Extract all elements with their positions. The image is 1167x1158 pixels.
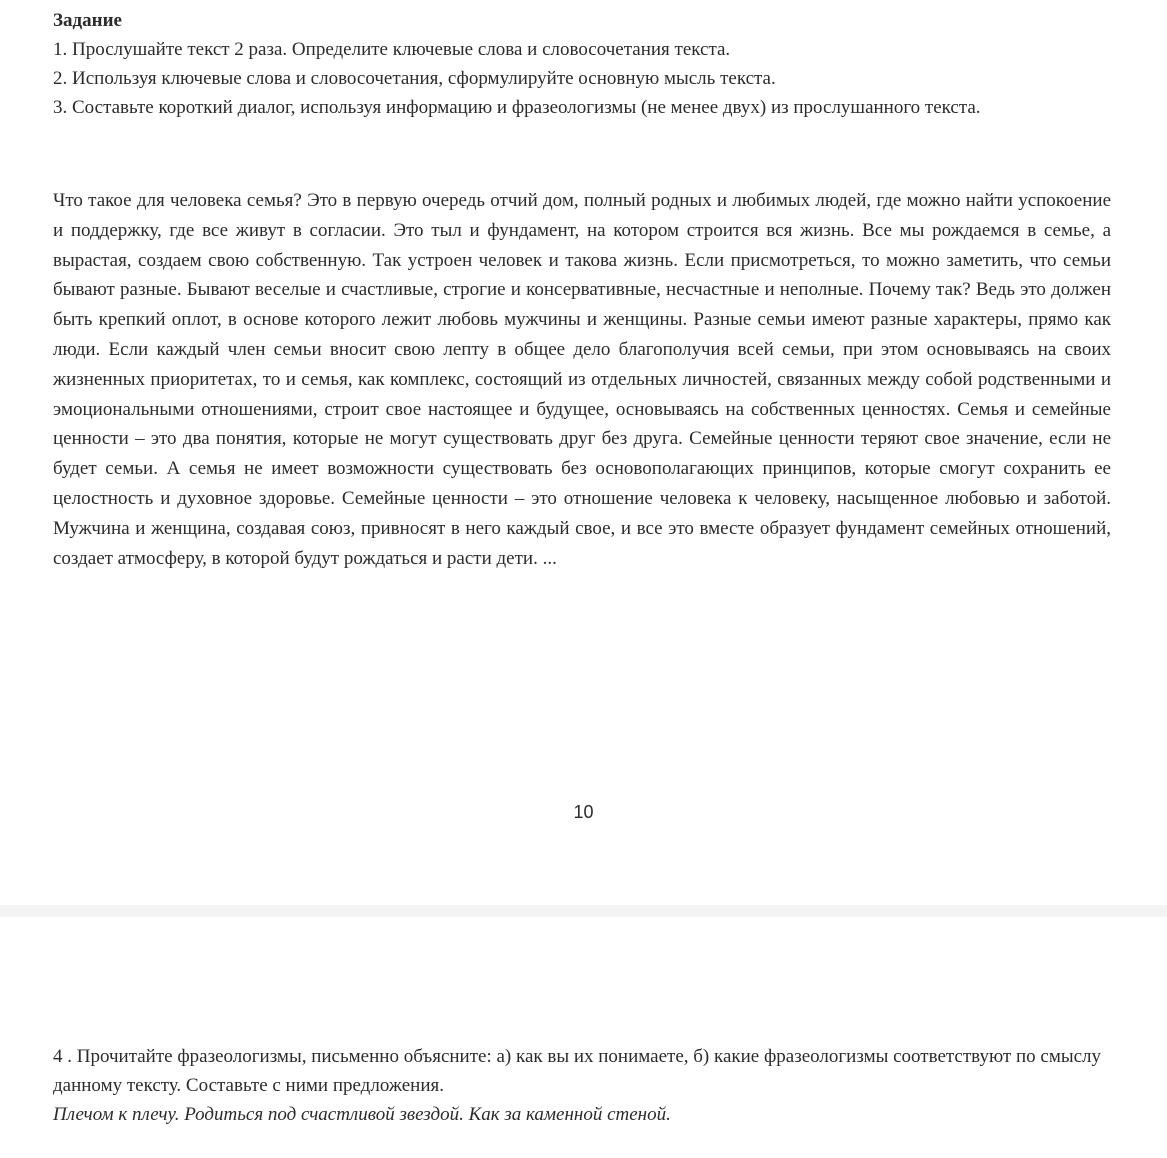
task-4-block xyxy=(53,1042,1115,1129)
task-item-3: 3. Составьте короткий диалог, используя информацию и фразеологизмы (не менее двух) из прослушанного текста. xyxy=(53,97,981,118)
page-separator xyxy=(0,905,1167,917)
task-title: Задание xyxy=(53,10,122,31)
task-item-2: 2. Используя ключевые слова и словосочетания, сформулируйте основную мысль текста. xyxy=(53,68,776,89)
page-number: 10 xyxy=(573,802,594,822)
idioms-list: Плечом к плечу. Родиться под счастливой звездой. Как за каменной стеной. xyxy=(53,1104,671,1125)
task-item-1: 1. Прослушайте текст 2 раза. Определите ключевые слова и словосочетания текста. xyxy=(53,39,731,60)
task-block xyxy=(53,6,1115,122)
document-page-bottom xyxy=(0,917,1167,1158)
task-4-instruction: 4 . Прочитайте фразеологизмы, письменно объясните: а) как вы их понимаете, б) какие фразеологизмы соответствуют по смыслу данному тексту. Составьте с ними предложения. xyxy=(53,1046,1102,1096)
main-text-paragraph: Что такое для человека семья? Это в первую очередь отчий дом, полный родных и любимых людей, где можно найти успокоение и поддержку, где все живут в согласии. Это тыл и фундамент, на котором строится вся жизнь. Все мы рождаемся в семье, а вырастая, создаем свою собственную. Так устроен человек и такова жизнь. Если присмотреться, то можно заметить, что семьи бывают разные. Бывают веселые и счастливые, строгие и консервативные, несчастные и неполные. Почему так? Ведь это должен быть крепкий оплот, в основе которого лежит любовь мужчины и женщины. Разные семьи имеют разные характеры, прямо как люди. Если каждый член семьи вносит свою лепту в общее дело благополучия всей семьи, при этом основываясь на своих жизненных приоритетах, то и семья, как комплекс, состоящий из отдельных личностей, связанных между собой родственными и эмоциональными отношениями, строит свое настоящее и будущее, основываясь на собственных ценностях. Семья и семейные ценности – это два понятия, которые не могут существовать друг без друга. Семейные ценности теряют свое значение, если не будет семьи. А семья не имеет возможности существовать без основополагающих принципов, которые смогут сохранить ее целостность и духовное здоровье. Семейные ценности – это отношение человека к человеку, насыщенное любовью и заботой. Мужчина и женщина, создавая союз, привносят в него каждый свое, и все это вместе образует фундамент семейных отношений, создает атмосферу, в которой будут рождаться и расти дети. ... xyxy=(53,190,1111,569)
